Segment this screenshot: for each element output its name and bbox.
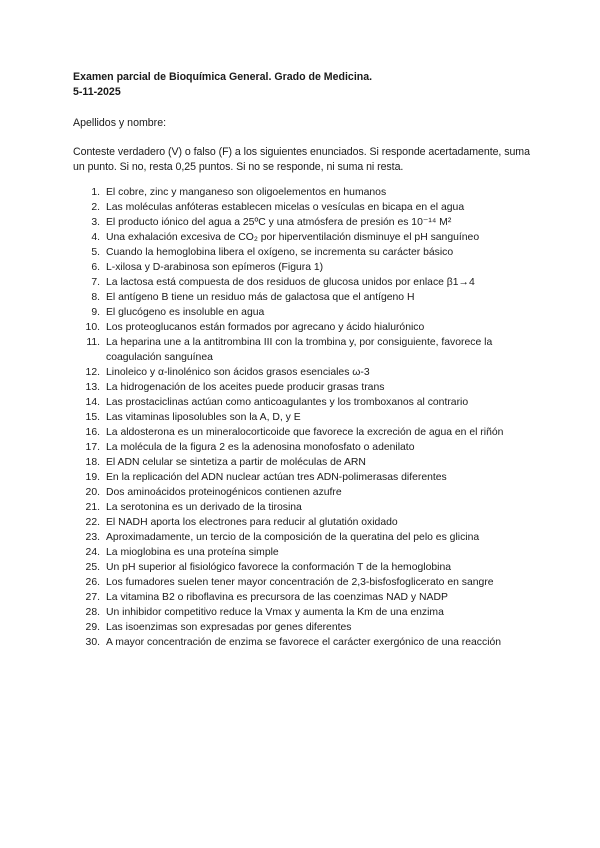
question-item bbox=[73, 455, 543, 470]
question-text: Las vitaminas liposolubles son la A, D, y E bbox=[106, 412, 301, 423]
question-number: 2. bbox=[91, 202, 100, 213]
question-text: A mayor concentración de enzima se favorece el carácter exergónico de una reacción bbox=[106, 637, 502, 648]
question-number: 11. bbox=[86, 337, 100, 348]
question-text: La serotonina es un derivado de la tirosina bbox=[106, 502, 302, 513]
question-text: El glucógeno es insoluble en agua bbox=[106, 307, 265, 318]
question-number: 25. bbox=[85, 562, 100, 573]
question-text: El producto iónico del agua a 25ºC y una atmósfera de presión es 10⁻¹⁴ M² bbox=[106, 217, 452, 228]
question-text: Aproximadamente, un tercio de la composición de la queratina del pelo es glicina bbox=[106, 532, 480, 543]
question-item bbox=[73, 560, 543, 575]
question-number: 7. bbox=[91, 277, 100, 288]
question-number: 28. bbox=[85, 607, 100, 618]
question-item bbox=[73, 200, 543, 215]
question-item bbox=[73, 530, 543, 545]
question-number: 21. bbox=[85, 502, 100, 513]
question-item bbox=[73, 635, 543, 650]
question-item bbox=[73, 365, 543, 380]
question-item bbox=[73, 320, 543, 335]
question-item bbox=[73, 440, 543, 455]
exam-title: Examen parcial de Bioquímica General. Grado de Medicina. bbox=[73, 71, 373, 83]
question-text: Una exhalación excesiva de CO₂ por hiperventilación disminuye el pH sanguíneo bbox=[106, 232, 480, 243]
question-text: La molécula de la figura 2 es la adenosina monofosfato o adenilato bbox=[106, 442, 415, 453]
question-text: La mioglobina es una proteína simple bbox=[106, 547, 279, 558]
question-number: 8. bbox=[91, 292, 100, 303]
question-number: 24. bbox=[85, 547, 100, 558]
question-item bbox=[73, 620, 543, 635]
question-number: 14. bbox=[85, 397, 100, 408]
question-number: 27. bbox=[85, 592, 100, 603]
question-text: La heparina une a la antitrombina III con la trombina y, por consiguiente, favorece la coagulación sanguínea bbox=[106, 337, 493, 363]
question-text: La vitamina B2 o riboflavina es precursora de las coenzimas NAD y NADP bbox=[106, 592, 448, 603]
exam-date: 5-11-2025 bbox=[73, 86, 121, 98]
question-number: 12. bbox=[85, 367, 100, 378]
question-item bbox=[73, 290, 543, 305]
question-number: 20. bbox=[85, 487, 100, 498]
question-number: 30. bbox=[85, 637, 100, 648]
exam-page bbox=[73, 70, 543, 650]
question-item bbox=[73, 335, 543, 365]
question-number: 3. bbox=[91, 217, 100, 228]
question-text: Cuando la hemoglobina libera el oxígeno, se incrementa su carácter básico bbox=[106, 247, 454, 258]
question-text: El ADN celular se sintetiza a partir de moléculas de ARN bbox=[106, 457, 366, 468]
question-item bbox=[73, 395, 543, 410]
question-text: Los fumadores suelen tener mayor concentración de 2,3-bisfosfoglicerato en sangre bbox=[106, 577, 494, 588]
question-item bbox=[73, 590, 543, 605]
question-item bbox=[73, 305, 543, 320]
question-text: Las isoenzimas son expresadas por genes diferentes bbox=[106, 622, 352, 633]
question-item bbox=[73, 605, 543, 620]
question-item bbox=[73, 515, 543, 530]
question-text: Un inhibidor competitivo reduce la Vmax y aumenta la Km de una enzima bbox=[106, 607, 444, 618]
question-text: La lactosa está compuesta de dos residuos de glucosa unidos por enlace β1→4 bbox=[106, 277, 475, 288]
question-item bbox=[73, 230, 543, 245]
question-item bbox=[73, 275, 543, 290]
question-item bbox=[73, 410, 543, 425]
question-item bbox=[73, 500, 543, 515]
question-item bbox=[73, 380, 543, 395]
question-item bbox=[73, 185, 543, 200]
question-text: Dos aminoácidos proteinogénicos contienen azufre bbox=[106, 487, 342, 498]
question-item bbox=[73, 215, 543, 230]
question-text: El cobre, zinc y manganeso son oligoelementos en humanos bbox=[106, 187, 387, 198]
question-number: 22. bbox=[85, 517, 100, 528]
question-number: 18. bbox=[85, 457, 100, 468]
question-text: El antígeno B tiene un residuo más de galactosa que el antígeno H bbox=[106, 292, 415, 303]
question-text: En la replicación del ADN nuclear actúan tres ADN-polimerasas diferentes bbox=[106, 472, 447, 483]
question-item bbox=[73, 575, 543, 590]
question-text: Linoleico y α-linolénico son ácidos grasos esenciales ω-3 bbox=[106, 367, 370, 378]
question-number: 23. bbox=[85, 532, 100, 543]
question-text: Un pH superior al fisiológico favorece la conformación T de la hemoglobina bbox=[106, 562, 452, 573]
question-number: 19. bbox=[85, 472, 100, 483]
question-number: 6. bbox=[91, 262, 100, 273]
question-item bbox=[73, 545, 543, 560]
question-text: El NADH aporta los electrones para reducir al glutatión oxidado bbox=[106, 517, 398, 528]
question-text: Las prostaciclinas actúan como anticoagulantes y los tromboxanos al contrario bbox=[106, 397, 469, 408]
question-number: 5. bbox=[91, 247, 100, 258]
question-text: La hidrogenación de los aceites puede producir grasas trans bbox=[106, 382, 385, 393]
question-text: L-xilosa y D-arabinosa son epímeros (Figura 1) bbox=[106, 262, 324, 273]
question-number: 10. bbox=[85, 322, 100, 333]
question-number: 29. bbox=[85, 622, 100, 633]
instructions-text: Conteste verdadero (V) o falso (F) a los siguientes enunciados. Si responde acertadamente, suma un punto. Si no, resta 0,25 puntos. Si no se responde, ni suma ni resta. bbox=[73, 146, 530, 173]
question-number: 9. bbox=[91, 307, 100, 318]
question-number: 13. bbox=[85, 382, 100, 393]
question-text: Los proteoglucanos están formados por agrecano y ácido hialurónico bbox=[106, 322, 425, 333]
question-item bbox=[73, 425, 543, 440]
student-name-label: Apellidos y nombre: bbox=[73, 117, 167, 129]
question-number: 4. bbox=[91, 232, 100, 243]
question-number: 15. bbox=[85, 412, 100, 423]
question-number: 17. bbox=[85, 442, 100, 453]
question-text: Las moléculas anfóteras establecen micelas o vesículas en bicapa en el agua bbox=[106, 202, 465, 213]
question-number: 16. bbox=[85, 427, 100, 438]
question-text: La aldosterona es un mineralocorticoide que favorece la excreción de agua en el riñón bbox=[106, 427, 504, 438]
question-item bbox=[73, 485, 543, 500]
question-number: 1. bbox=[91, 187, 100, 198]
question-item bbox=[73, 245, 543, 260]
question-number: 26. bbox=[85, 577, 100, 588]
question-item bbox=[73, 470, 543, 485]
question-item bbox=[73, 260, 543, 275]
question-list bbox=[73, 185, 543, 650]
